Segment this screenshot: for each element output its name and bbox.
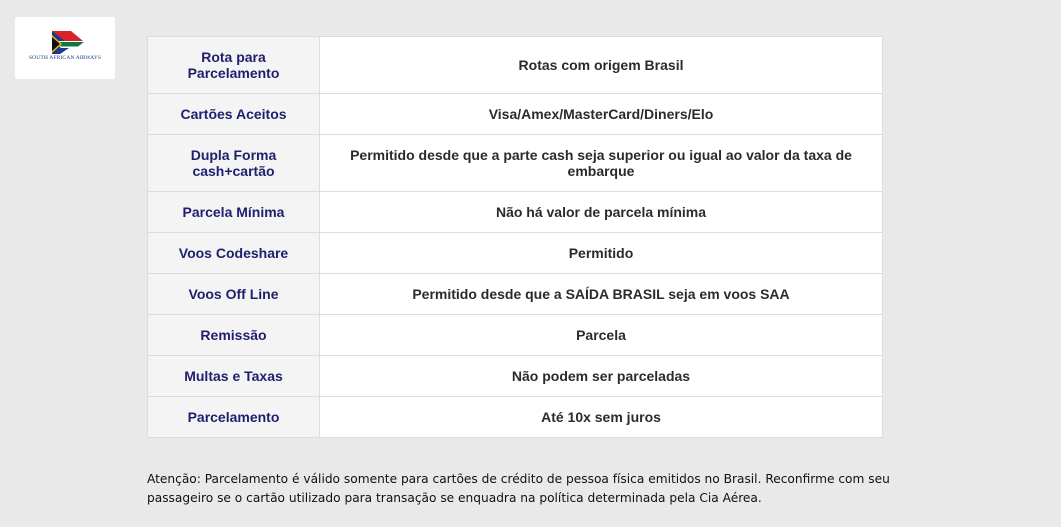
- row-value: Parcela: [320, 315, 883, 356]
- row-value: Não podem ser parceladas: [320, 356, 883, 397]
- row-label: Remissão: [148, 315, 320, 356]
- table-row: [148, 315, 883, 356]
- row-label: Multas e Taxas: [148, 356, 320, 397]
- row-value: Permitido desde que a SAÍDA BRASIL seja em voos SAA: [320, 274, 883, 315]
- row-label: Dupla Forma cash+cartão: [148, 135, 320, 192]
- table-row: [148, 274, 883, 315]
- row-label: Rota para Parcelamento: [148, 37, 320, 94]
- row-value: Visa/Amex/MasterCard/Diners/Elo: [320, 94, 883, 135]
- table-row: [148, 356, 883, 397]
- row-value: Não há valor de parcela mínima: [320, 192, 883, 233]
- table-row: [148, 192, 883, 233]
- saa-tail-flag-icon: [15, 17, 115, 57]
- table-row: [148, 233, 883, 274]
- airline-logo-text: SOUTH AFRICAN AIRWAYS: [28, 55, 102, 61]
- attention-note: Atenção: Parcelamento é válido somente para cartões de crédito de pessoa física emitidos no Brasil. Reconfirme com seu passageiro se o cartão utilizado para transação se enquadra na política determinada pela Cia Aérea.: [147, 472, 890, 505]
- row-value: Permitido desde que a parte cash seja superior ou igual ao valor da taxa de embarque: [320, 135, 883, 192]
- row-label: Voos Off Line: [148, 274, 320, 315]
- airline-logo: [15, 17, 115, 79]
- table-row: [148, 37, 883, 94]
- row-label: Cartões Aceitos: [148, 94, 320, 135]
- row-value: Permitido: [320, 233, 883, 274]
- row-label: Voos Codeshare: [148, 233, 320, 274]
- installment-policy-table: [147, 36, 883, 438]
- row-label: Parcela Mínima: [148, 192, 320, 233]
- row-value: Até 10x sem juros: [320, 397, 883, 438]
- table-row: [148, 94, 883, 135]
- row-value: Rotas com origem Brasil: [320, 37, 883, 94]
- row-label: Parcelamento: [148, 397, 320, 438]
- table-row: [148, 397, 883, 438]
- table-row: [148, 135, 883, 192]
